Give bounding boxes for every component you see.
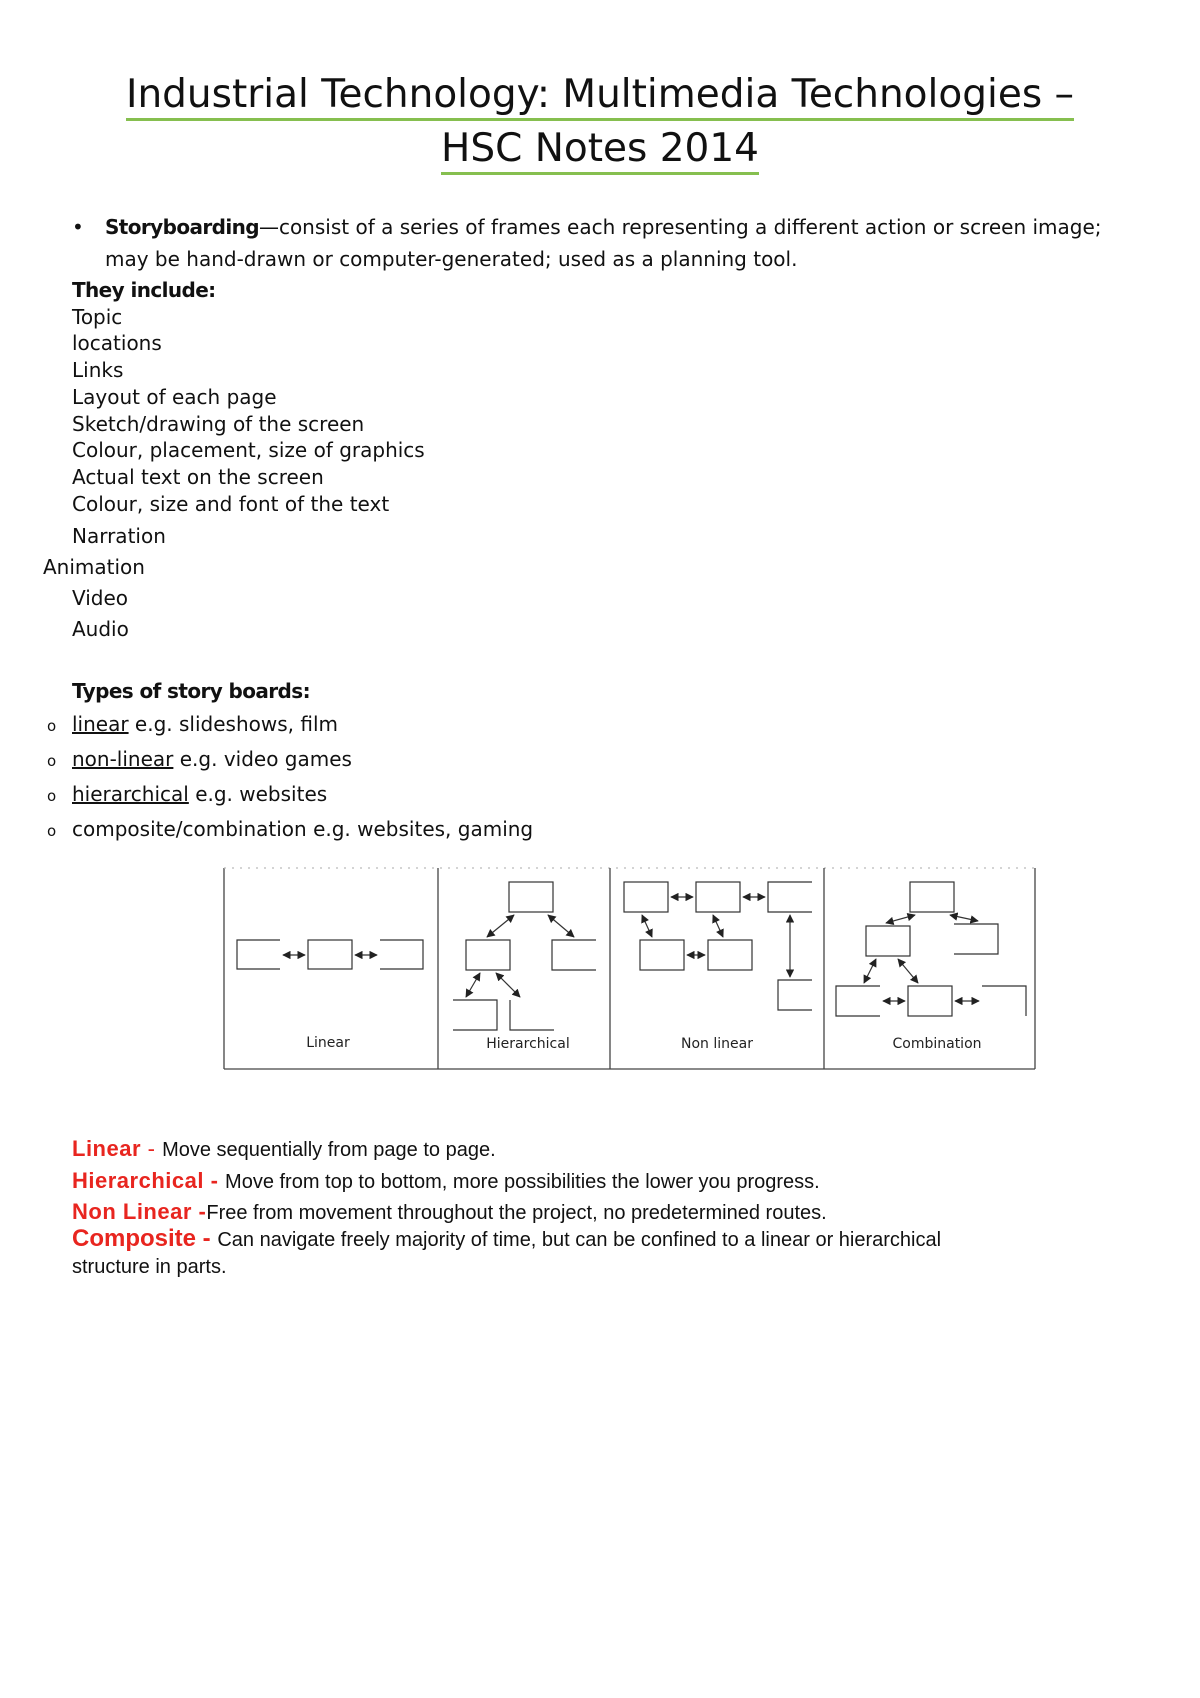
definition-text: Move from top to bottom, more possibilities the lower you progress.: [225, 1171, 820, 1193]
non-linear-diagram: [624, 882, 812, 1010]
include-item: locations: [72, 331, 162, 355]
definition-composite-continuation: structure in parts.: [72, 1256, 227, 1278]
type-example: e.g. slideshows, film: [128, 712, 339, 736]
types-heading: Types of story boards:: [72, 679, 310, 703]
definition-separator: -: [196, 1225, 218, 1252]
definition-linear: [72, 1136, 1152, 1162]
type-item: [47, 712, 339, 736]
definition-term: Non Linear: [72, 1199, 192, 1224]
include-item: Colour, placement, size of graphics: [72, 438, 425, 462]
type-term: non-linear: [72, 747, 174, 771]
type-item: [47, 747, 352, 771]
definition-term: Linear: [72, 1136, 142, 1161]
include-item: Sketch/drawing of the screen: [72, 412, 365, 436]
definition-text: Can navigate freely majority of time, but can be confined to a linear or hierarchical: [217, 1229, 942, 1251]
include-heading: They include:: [72, 278, 216, 302]
diagram-label-linear: Linear: [306, 1035, 350, 1051]
include-item: Animation: [43, 555, 145, 579]
type-example: e.g. websites: [188, 782, 328, 806]
definition-term: Composite: [72, 1225, 197, 1252]
type-item: [47, 817, 534, 841]
storyboarding-bullet: [72, 211, 1132, 275]
definition-text: Free from movement throughout the project, no predetermined routes.: [206, 1202, 827, 1224]
combination-diagram: [836, 882, 1026, 1016]
definition-separator: -: [191, 1199, 207, 1224]
title-line-2: HSC Notes 2014: [441, 127, 759, 175]
definition-composite: [72, 1225, 1152, 1253]
storyboarding-term: Storyboarding: [105, 215, 259, 239]
include-item: Links: [72, 358, 124, 382]
definition-hierarchical: [72, 1168, 1152, 1194]
diagram-label-combination: Combination: [892, 1036, 982, 1052]
include-item: Colour, size and font of the text: [72, 492, 390, 516]
include-item: Narration: [72, 524, 166, 548]
diagram-label-non-linear: Non linear: [681, 1036, 753, 1052]
hierarchical-diagram: [453, 882, 596, 1030]
include-item: Layout of each page: [72, 385, 277, 409]
include-item: Topic: [72, 305, 123, 329]
title-line-1: Industrial Technology: Multimedia Technologies –: [126, 73, 1074, 121]
type-example: composite/combination e.g. websites, gaming: [72, 817, 534, 841]
definition-text: Move sequentially from page to page.: [162, 1139, 496, 1161]
type-term: linear: [72, 712, 129, 736]
sub-bullet-marker: o: [47, 787, 57, 805]
linear-diagram: [237, 940, 423, 969]
bullet-marker: •: [72, 215, 84, 239]
storyboarding-paragraph: [105, 211, 1132, 275]
type-item: [47, 782, 328, 806]
definition-term: Hierarchical: [72, 1168, 204, 1193]
sub-bullet-marker: o: [47, 717, 57, 735]
type-example: e.g. video games: [173, 747, 352, 771]
page-title: [60, 68, 1140, 176]
storyboard-structures-diagram: [222, 866, 1037, 1071]
diagram-label-hierarchical: Hierarchical: [486, 1036, 570, 1052]
include-item: Audio: [72, 617, 129, 641]
definition-separator: -: [141, 1136, 163, 1161]
sub-bullet-marker: o: [47, 822, 57, 840]
definition-non-linear: [72, 1199, 1152, 1225]
storyboarding-definition: —consist of a series of frames each representing a different action or screen image; may be hand-drawn or computer-generated; used as a planning tool.: [105, 215, 1102, 271]
include-item: Video: [72, 586, 129, 610]
include-item: Actual text on the screen: [72, 465, 324, 489]
definition-separator: -: [203, 1168, 226, 1193]
sub-bullet-marker: o: [47, 752, 57, 770]
type-term: hierarchical: [72, 782, 189, 806]
